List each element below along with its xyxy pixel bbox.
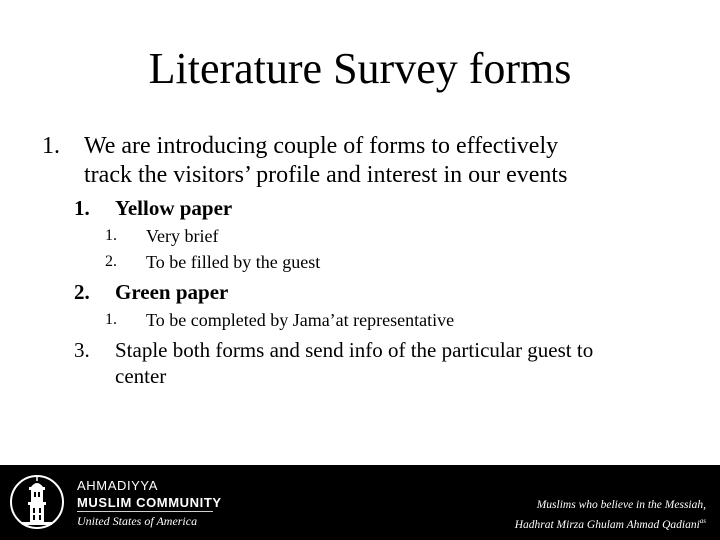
- org-name-line2: MUSLIM COMMUNITY: [77, 495, 222, 510]
- footer-banner: [0, 465, 720, 540]
- org-name-line1: AHMADIYYA: [77, 478, 159, 493]
- list-number: 1.: [42, 133, 60, 159]
- sublist-item-text: Yellow paper: [115, 196, 233, 220]
- subsublist-item-text: To be filled by the guest: [146, 252, 321, 272]
- org-divider: [77, 511, 213, 512]
- motto-superscript: as: [699, 517, 706, 525]
- org-name: [77, 477, 222, 511]
- footer-motto: [515, 497, 706, 533]
- sublist-number: 3.: [74, 338, 90, 362]
- subsublist-number: 1.: [105, 227, 117, 244]
- org-country: United States of America: [77, 514, 198, 528]
- sublist-item-text: Staple both forms and send info of the particular guest to: [115, 338, 594, 362]
- subsublist-number: 1.: [105, 311, 117, 328]
- minaret-logo-icon: [10, 471, 64, 533]
- subsublist-item-text: Very brief: [146, 226, 219, 246]
- sublist-item-text: center: [115, 364, 167, 388]
- sublist-number: 1.: [74, 196, 90, 220]
- motto-name: Hadhrat Mirza Ghulam Ahmad Qadiani: [514, 518, 700, 531]
- motto-line1: Muslims who believe in the Messiah,: [536, 499, 706, 511]
- slide-title: Literature Survey forms: [148, 44, 572, 93]
- subsublist-item-text: To be completed by Jama’at representative: [146, 310, 455, 330]
- list-item-text: track the visitors’ profile and interest in our events: [84, 162, 568, 188]
- motto-line2: [515, 513, 706, 533]
- subsublist-number: 2.: [105, 253, 117, 270]
- sublist-item-text: Green paper: [115, 280, 229, 304]
- list-item-text: We are introducing couple of forms to effectively: [84, 133, 559, 159]
- sublist-number: 2.: [74, 280, 90, 304]
